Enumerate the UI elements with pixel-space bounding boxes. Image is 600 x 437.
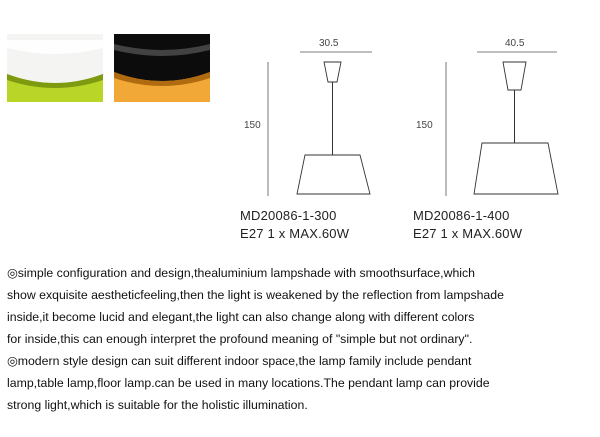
power-spec: E27 1 x MAX.60W bbox=[240, 226, 350, 241]
description-line: strong light,which is suitable for the holistic illumination. bbox=[7, 398, 308, 412]
ceiling-canopy-1 bbox=[324, 62, 341, 82]
height-label-2: 150 bbox=[416, 120, 433, 131]
lampshade-2 bbox=[474, 143, 558, 194]
description-line: lamp,table lamp,floor lamp.can be used in many locations.The pendant lamp can provide bbox=[7, 376, 490, 390]
model-number: MD20086-1-300 bbox=[240, 208, 337, 223]
height-label-1: 150 bbox=[244, 120, 261, 131]
ceiling-canopy-2 bbox=[503, 62, 526, 90]
product-caption-1 bbox=[240, 207, 349, 243]
description-line: for inside,this can enough interpret the profound meaning of "simple but not ordinary". bbox=[7, 332, 473, 346]
product-caption-2 bbox=[413, 207, 522, 243]
width-label-2: 40.5 bbox=[505, 38, 525, 49]
product-description bbox=[7, 262, 595, 416]
description-line: inside,it become lucid and elegant,the light can also change along with different colors bbox=[7, 310, 475, 324]
power-spec: E27 1 x MAX.60W bbox=[413, 226, 523, 241]
lampshade-1 bbox=[297, 155, 370, 194]
model-number: MD20086-1-400 bbox=[413, 208, 510, 223]
description-line: ◎simple configuration and design,thealuminium lampshade with smoothsurface,which bbox=[7, 266, 476, 280]
description-line: ◎modern style design can suit different indoor space,the lamp family include pendant bbox=[7, 354, 472, 368]
description-line: show exquisite aestheticfeeling,then the light is weakened by the reflection from lampshade bbox=[7, 288, 504, 302]
width-label-1: 30.5 bbox=[319, 38, 339, 49]
